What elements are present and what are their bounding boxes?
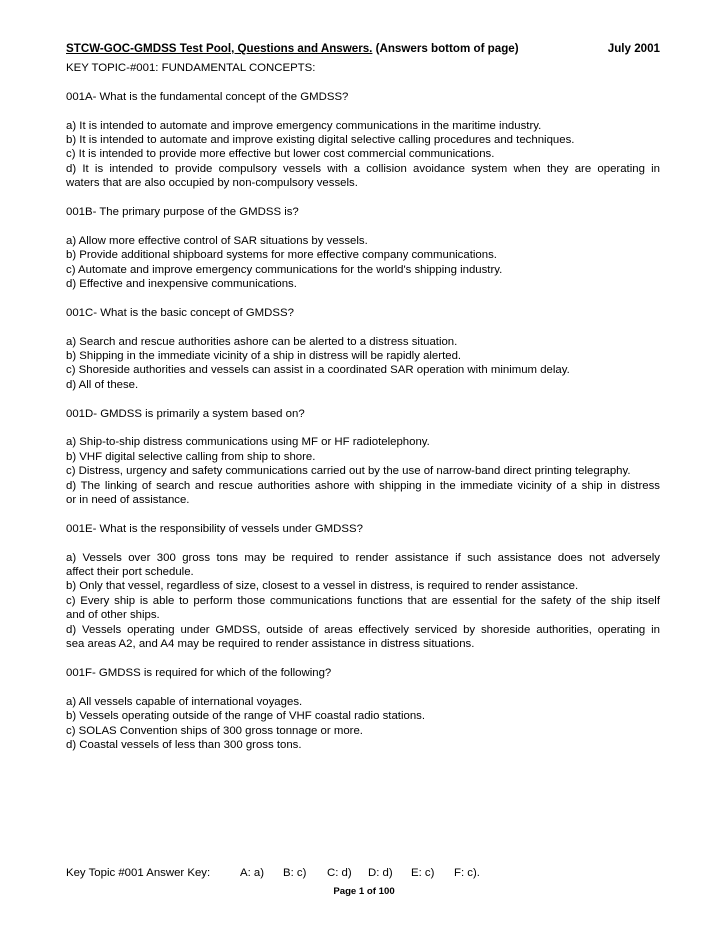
document-title: STCW-GOC-GMDSS Test Pool, Questions and Answers.	[66, 42, 373, 55]
option-001a-c: c) It is intended to provide more effective but lower cost commercial communications.	[66, 148, 495, 161]
option-001f-d: d) Coastal vessels of less than 300 gross tons.	[66, 738, 302, 751]
option-001a-b: b) It is intended to automate and improve existing digital selective calling procedures and techniques.	[66, 134, 575, 146]
question-001e: 001E- What is the responsibility of vessels under GMDSS?	[66, 522, 363, 535]
answer-d: D: d)	[368, 867, 393, 879]
option-001c-d: d) All of these.	[66, 378, 139, 391]
question-001a: 001A- What is the fundamental concept of the GMDSS?	[66, 90, 349, 103]
document-body	[66, 61, 660, 752]
option-001f-b: b) Vessels operating outside of the range of VHF coastal radio stations.	[66, 710, 426, 723]
question-001d: 001D- GMDSS is primarily a system based on?	[66, 407, 305, 420]
option-001e-a-line1: a) Vessels over 300 gross tons may be required to render assistance if such assistance does not adversely	[66, 551, 660, 564]
option-001a-d-line1: d) It is intended to provide compulsory vessels with a collision avoidance system when they are operating in	[66, 162, 660, 175]
option-001d-b: b) VHF digital selective calling from ship to shore.	[66, 450, 316, 463]
answer-f: F: c).	[454, 867, 480, 879]
option-001c-c: c) Shoreside authorities and vessels can assist in a coordinated SAR operation with minimum delay.	[66, 364, 570, 377]
page-header	[66, 42, 660, 56]
option-001b-c: c) Automate and improve emergency communications for the world's shipping industry.	[66, 263, 503, 276]
answer-a: A: a)	[240, 867, 265, 879]
answer-c: C: d)	[327, 867, 352, 879]
option-001b-a: a) Allow more effective control of SAR situations by vessels.	[66, 234, 368, 247]
option-001e-b: b) Only that vessel, regardless of size, closest to a vessel in distress, is required to render assistance.	[66, 580, 579, 593]
option-001d-d-line1: d) The linking of search and rescue authorities ashore with shipping in the immediate vicinity of a ship in distress	[66, 479, 660, 492]
option-001e-c-line2: and of other ships.	[66, 609, 160, 622]
answer-key-label: Key Topic #001 Answer Key:	[66, 867, 211, 879]
option-001d-c: c) Distress, urgency and safety communications carried out by the use of narrow-band direct printing telegraphy.	[66, 465, 631, 478]
option-001e-c-line1: c) Every ship is able to perform those communications functions that are essential for the safety of the ship itself	[66, 594, 660, 607]
page-number: Page 1 of 100	[333, 886, 395, 897]
header-note: (Answers bottom of page)	[372, 42, 519, 55]
option-001c-b: b) Shipping in the immediate vicinity of a ship in distress will be rapidly alerted.	[66, 350, 462, 363]
answer-b: B: c)	[283, 867, 307, 879]
question-001c: 001C- What is the basic concept of GMDSS?	[66, 306, 294, 319]
option-001f-a: a) All vessels capable of international voyages.	[66, 695, 303, 708]
option-001f-c: c) SOLAS Convention ships of 300 gross tonnage or more.	[66, 724, 363, 737]
option-001b-d: d) Effective and inexpensive communications.	[66, 278, 297, 291]
option-001a-a: a) It is intended to automate and improve emergency communications in the maritime industry.	[66, 119, 542, 132]
option-001d-a: a) Ship-to-ship distress communications using MF or HF radiotelephony.	[66, 436, 430, 449]
header-date: July 2001	[607, 42, 660, 55]
option-001d-d-line2: or in need of assistance.	[66, 494, 190, 507]
option-001e-d-line1: d) Vessels operating under GMDSS, outside of areas effectively serviced by shoreside authorities, operating in	[66, 623, 660, 636]
key-topic-heading: KEY TOPIC-#001: FUNDAMENTAL CONCEPTS:	[66, 62, 316, 74]
question-001b: 001B- The primary purpose of the GMDSS is?	[66, 206, 299, 219]
option-001c-a: a) Search and rescue authorities ashore can be alerted to a distress situation.	[66, 335, 458, 348]
answer-e: E: c)	[411, 867, 435, 879]
option-001a-d-line2: waters that are also occupied by non-compulsory vessels.	[66, 177, 358, 190]
option-001e-d-line2: sea areas A2, and A4 may be required to render assistance in distress situations.	[66, 638, 475, 651]
option-001b-b: b) Provide additional shipboard systems for more effective company communications.	[66, 249, 497, 262]
question-001f: 001F- GMDSS is required for which of the following?	[66, 666, 332, 679]
option-001e-a-line2: affect their port schedule.	[66, 566, 194, 579]
